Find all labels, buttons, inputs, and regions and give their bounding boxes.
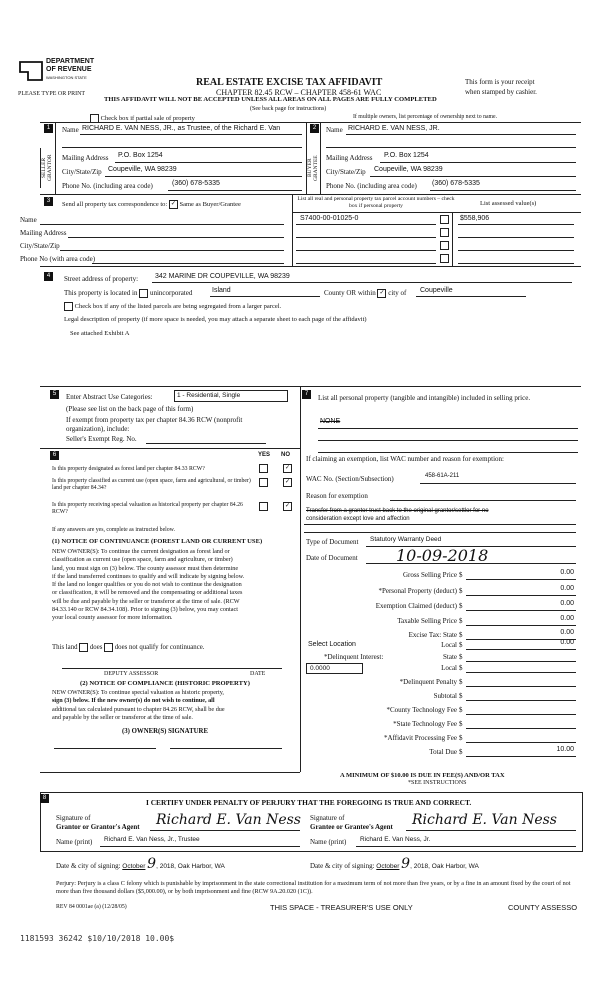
current-use-yes-checkbox[interactable] <box>259 478 268 487</box>
same-as-buyer-checkbox[interactable]: ✓ <box>170 201 176 207</box>
county-value: Island <box>212 287 231 294</box>
reason-label: Reason for exemption <box>306 492 368 500</box>
section-7-badge: 7 <box>302 390 311 399</box>
historic-yes-checkbox[interactable] <box>259 502 268 511</box>
notice2-title: (2) NOTICE OF COMPLIANCE (HISTORIC PROPERTY) <box>80 680 250 687</box>
gross-value: 0.00 <box>560 569 574 576</box>
certify-statement: I CERTIFY UNDER PENALTY OF PERJURY THAT THE FOREGOING IS TRUE AND CORRECT. <box>146 798 472 807</box>
located-in: This property is located in unincorporated <box>64 289 193 298</box>
partial-sale: Check box if partial sale of property <box>90 114 195 123</box>
seller-exempt-label: Seller's Exempt Reg. No. <box>66 435 137 443</box>
grantee-name: Richard E. Van Ness, Jr. <box>360 836 431 843</box>
form-chapter: CHAPTER 82.45 RCW – CHAPTER 458-61 WAC <box>216 88 382 97</box>
wac-value: 458-61A-211 <box>425 473 460 479</box>
dollar: $ <box>459 706 463 714</box>
dollar: $ <box>459 602 463 610</box>
doc-date: 10-09-2018 <box>396 546 489 565</box>
dollar: $ <box>459 678 463 686</box>
buyer-name: RICHARD E. VAN NESS, JR. <box>348 125 440 132</box>
personal-deduct-label: *Personal Property (deduct) <box>378 587 457 595</box>
q-historic: Is this property receiving special valuation as historical property per chapter 84.26 RCW? <box>52 502 243 515</box>
minimum-note: A MINIMUM OF $10.00 IS DUE IN FEE(S) AND/OR TAX <box>340 772 505 779</box>
assessed-header: List assessed value(s) <box>480 200 537 207</box>
reason-line1: Transfer from a grantor trust back to the original grantor/settlor for no <box>306 508 489 514</box>
parcel-header: List all real and personal property tax parcel account numbers – check box if personal property <box>297 196 455 209</box>
personal-property-checkbox-3[interactable] <box>440 241 449 250</box>
exemption-label: If claiming an exemption, list WAC number and reason for exemption: <box>306 455 504 463</box>
agency-line3: WASHINGTON STATE <box>46 75 87 80</box>
state-label: State <box>443 653 457 661</box>
current-use-no-checkbox[interactable]: ✓ <box>284 479 291 485</box>
wac-label: WAC No. (Section/Subsection) <box>306 475 394 483</box>
buyer-phone-label: Phone No. (including area code) <box>326 182 417 190</box>
section-6-badge: 6 <box>50 451 59 460</box>
grantor-name-label: Name (print) <box>56 838 93 846</box>
notice1-body: NEW OWNER(S): To continue the current designation as forest land or classification as current use (open space, farm and agriculture, or timber) land, you must sign on (3) below. The county assessor must then determine if the land transferred continues to qualify and will indicate by signing below. If the land no longer qualifies or you do not wish to continue the designation or classification, it will be removed and the compensating or additional taxes will be due and payable by the seller or transferor at the time of sale. (RCW 84.33.140 or RCW 84.34.108). Prior to signing (3) below, you may contact your local county assessor for more information. <box>52 548 245 622</box>
abstract-label: Enter Abstract Use Categories: <box>66 393 153 401</box>
dollar: $ <box>459 720 463 728</box>
grantee-sig-label2: Grantee or Grantee's Agent <box>310 823 393 831</box>
grantor-signature: Richard E. Van Ness <box>156 812 301 828</box>
personal-property-label: List all personal property (tangible and intangible) included in selling price. <box>318 394 531 402</box>
notice1-title: (1) NOTICE OF CONTINUANCE (FOREST LAND OR CURRENT USE) <box>52 538 263 545</box>
unincorporated-checkbox[interactable] <box>139 289 148 298</box>
delinquent-interest-label: *Delinquent Interest: <box>324 653 384 661</box>
see-list: (Please see list on the back page of this form) <box>66 405 194 413</box>
buyer-grantee-label: BUYER GRANTEE <box>306 148 317 188</box>
subtotal-label: Subtotal <box>433 692 457 700</box>
does-checkbox[interactable] <box>79 643 88 652</box>
buyer-mailing: P.O. Box 1254 <box>384 152 429 159</box>
see-instructions-note: *SEE INSTRUCTIONS <box>408 780 467 786</box>
exemption-claimed-value: 0.00 <box>560 600 574 607</box>
gross-label: Gross Selling Price <box>402 571 457 579</box>
total-due-value: 10.00 <box>556 746 574 753</box>
seller-phone-label: Phone No. (including area code) <box>62 182 153 190</box>
parcel-number: S7400-00-01025-0 <box>300 215 359 222</box>
washington-state-icon <box>18 60 44 82</box>
buyer-name-label: Name <box>326 126 343 134</box>
seller-city-label: City/State/Zip <box>62 168 102 176</box>
seller-mailing-label: Mailing Address <box>62 154 109 162</box>
reason-line2: consideration except love and affection <box>306 516 410 522</box>
local-label: Local <box>441 641 457 649</box>
segregated-checkbox[interactable] <box>64 302 73 311</box>
grantee-sig-label1: Signature of <box>310 814 345 822</box>
buyer-city-label: City/State/Zip <box>326 168 366 176</box>
county-assessor: COUNTY ASSESSO <box>508 903 578 912</box>
yes-header: YES <box>258 452 271 458</box>
seller-phone: (360) 678-5335 <box>172 180 220 187</box>
taxable-value: 0.00 <box>560 615 574 622</box>
buyer-city: Coupeville, WA 98239 <box>374 166 443 173</box>
q-forest: Is this property designated as forest land per chapter 84.33 RCW? <box>52 466 205 472</box>
receipt-line1: This form is your receipt <box>465 78 535 86</box>
section-4-badge: 4 <box>44 272 53 281</box>
local-value: 0.00 <box>560 639 574 646</box>
historic-no-checkbox[interactable]: ✓ <box>284 503 291 509</box>
street-label: Street address of property: <box>64 275 139 283</box>
buyer-mailing-label: Mailing Address <box>326 154 373 162</box>
agency-logo <box>18 58 118 86</box>
grantor-sig-label1: Signature of <box>56 814 91 822</box>
personal-property-checkbox-1[interactable] <box>440 215 449 224</box>
legal-description: Legal description of property (if more space is needed, you may attach a separate sheet to each page of the affidavit) <box>64 316 367 323</box>
delinquent-penalty-label: *Delinquent Penalty <box>399 678 457 686</box>
select-location[interactable]: Select Location <box>308 641 356 648</box>
taxable-label: Taxable Selling Price <box>397 617 457 625</box>
receipt-line2: when stamped by cashier. <box>465 88 537 96</box>
agency-line2: OF REVENUE <box>46 66 92 73</box>
receipt-stamp: 1181593 36242 $10/10/2018 10.00$ <box>20 934 175 943</box>
personal-property-none: NONE <box>320 418 341 425</box>
local-rate-input[interactable]: 0.0000 <box>306 663 363 674</box>
excise-state-label: Excise Tax: State <box>408 631 457 639</box>
affidavit-fee-label: *Affidavit Processing Fee <box>384 734 457 742</box>
perjury-notice: Perjury: Perjury is a class C felony which is punishable by imprisonment in the state correctional institution for a maximum term of not more than five years, or by a fine in an amount fixed by the court of not more than five thousand dollars ($5,000.00), or by both imprisonment and fine (RCW 9A.20.020 (1C)). <box>56 880 571 895</box>
notice2-body: NEW OWNER(S): To continue special valuation as historic property, sign (3) below. If the new owner(s) do not wish to continue, all additional tax calculated pursuant to chapter 84.26 RCW, shall be due and payable by the seller or transferor at the time of sale. <box>52 689 225 721</box>
abstract-use-select[interactable]: 1 - Residential, Single <box>174 390 288 402</box>
form-title: REAL ESTATE EXCISE TAX AFFIDAVIT <box>196 77 383 88</box>
city-value: Coupeville <box>420 287 453 294</box>
see-instructions: (See back page for instructions) <box>250 106 327 112</box>
forest-no-checkbox[interactable]: ✓ <box>284 465 291 471</box>
section-8-badge: 8 <box>40 794 49 803</box>
county-fee-label: *County Technology Fee <box>386 706 457 714</box>
dollar: $ <box>459 653 463 661</box>
does-not-checkbox[interactable] <box>104 643 113 652</box>
doc-type-label: Type of Document <box>306 538 359 546</box>
total-due-label: Total Due <box>429 748 457 756</box>
section-2-badge: 2 <box>310 124 319 133</box>
segregated: Check box if any of the listed parcels are being segregated from a larger parcel. <box>64 302 281 311</box>
corr-city-label: City/State/Zip <box>20 242 60 250</box>
seller-grantor-label: SELLER GRANTOR <box>40 148 51 188</box>
county-within: County OR within ✓ city of <box>324 289 407 298</box>
section-3-badge: 3 <box>44 197 53 206</box>
rev-number: REV 84 0001ae (a) (12/28/05) <box>56 904 127 910</box>
dollar: $ <box>459 664 463 672</box>
buyer-phone: (360) 678-5335 <box>432 180 480 187</box>
doc-date-label: Date of Document <box>306 554 358 562</box>
dollar: $ <box>459 748 463 756</box>
exempt-line1: If exempt from property tax per chapter 84.36 RCW (nonprofit <box>66 416 243 424</box>
grantee-date-city: Date & city of signing: October 9, 2018, Oak Harbor, WA <box>310 856 479 872</box>
grantor-name: Richard E. Van Ness, Jr., Trustee <box>104 836 200 843</box>
seller-city: Coupeville, WA 98239 <box>108 166 177 173</box>
exemption-claimed-label: Exemption Claimed (deduct) <box>375 602 457 610</box>
corr-phone-label: Phone No (with area code) <box>20 255 96 263</box>
deputy-assessor: DEPUTY ASSESSOR <box>104 671 159 677</box>
seller-name-label: Name <box>62 126 79 134</box>
personal-property-checkbox-4[interactable] <box>440 254 449 263</box>
forest-yes-checkbox[interactable] <box>259 464 268 473</box>
treasurer-use: THIS SPACE - TREASURER'S USE ONLY <box>270 903 413 912</box>
corr-mailing-label: Mailing Address <box>20 229 67 237</box>
grantor-date-city: Date & city of signing: October 9, 2018, Oak Harbor, WA <box>56 856 225 872</box>
dollar: $ <box>459 734 463 742</box>
send-correspondence: Send all property tax correspondence to: ✓ Same as Buyer/Grantee <box>62 200 241 208</box>
form-warning: THIS AFFIDAVIT WILL NOT BE ACCEPTED UNLESS ALL AREAS ON ALL PAGES ARE FULLY COMPLETED <box>104 96 437 103</box>
dollar: $ <box>459 641 463 649</box>
section-5-badge: 5 <box>50 390 59 399</box>
if-yes-note: If any answers are yes, complete as instructed below. <box>52 527 175 533</box>
agency-line1: DEPARTMENT <box>46 58 95 65</box>
personal-deduct-value: 0.00 <box>560 585 574 592</box>
grantee-signature: Richard E. Van Ness <box>412 812 557 828</box>
grantor-sig-label2: Grantor or Grantor's Agent <box>56 823 140 831</box>
q-current-use: Is this property classified as current use (open space, farm and agricultural, or timber) land per chapter 84.34? <box>52 478 251 491</box>
date-label: DATE <box>250 671 266 677</box>
exempt-line2: organization), include: <box>66 425 130 433</box>
dollar: $ <box>459 571 463 579</box>
dollar: $ <box>459 631 463 639</box>
city-checkbox[interactable]: ✓ <box>379 290 385 296</box>
owner-signature-label: (3) OWNER(S) SIGNATURE <box>122 728 208 735</box>
multiple-owners-note: If multiple owners, list percentage of ownership next to name. <box>353 114 498 120</box>
exhibit-note: See attached Exhibit A <box>70 330 130 337</box>
assessed-value: $558,906 <box>460 215 490 222</box>
personal-property-checkbox-2[interactable] <box>440 228 449 237</box>
seller-mailing: P.O. Box 1254 <box>118 152 163 159</box>
street-address: 342 MARINE DR COUPEVILLE, WA 98239 <box>155 273 290 280</box>
doc-type: Statutory Warranty Deed <box>370 536 442 543</box>
corr-name-label: Name <box>20 216 37 224</box>
seller-name: RICHARD E. VAN NESS, JR., as Trustee, of the Richard E. Van <box>82 125 281 132</box>
grantee-name-label: Name (print) <box>310 838 347 846</box>
section-1-badge: 1 <box>44 124 53 133</box>
state-fee-label: *State Technology Fee <box>393 720 457 728</box>
please-type: PLEASE TYPE OR PRINT <box>18 91 86 97</box>
dollar: $ <box>459 587 463 595</box>
excise-state-value: 0.00 <box>560 629 574 636</box>
dollar: $ <box>459 617 463 625</box>
dollar: $ <box>459 692 463 700</box>
continuance: This land does does not qualify for continuance. <box>52 644 205 652</box>
local2-label: Local <box>441 664 457 672</box>
no-header: NO <box>281 452 290 458</box>
